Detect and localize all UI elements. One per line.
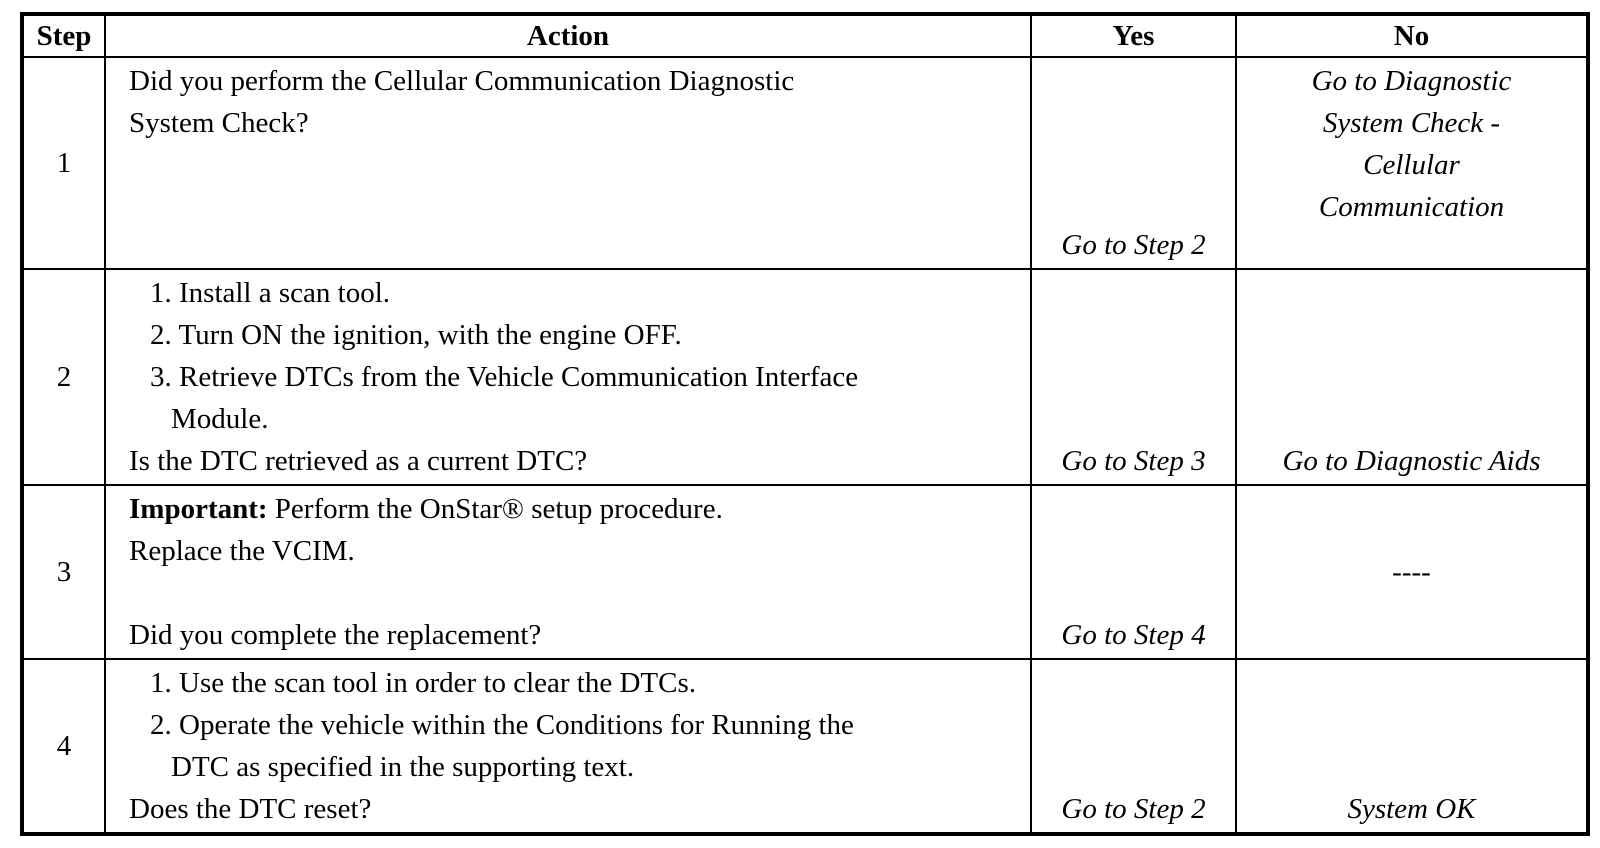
diagnostic-table	[20, 12, 1590, 836]
header-yes: Yes	[1031, 14, 1236, 57]
yes-cell: Go to Step 4	[1031, 485, 1236, 659]
table-row	[22, 659, 1588, 834]
step-number: 4	[22, 659, 105, 834]
action-question: Does the DTC reset?	[129, 793, 372, 825]
no-cell: ----	[1236, 485, 1588, 659]
important-note	[129, 488, 1020, 530]
table-row	[22, 485, 1588, 659]
no-text: Communication	[1318, 191, 1505, 223]
header-action: Action	[105, 14, 1031, 57]
yes-cell: Go to Step 2	[1031, 57, 1236, 269]
action-list-item: 1. Install a scan tool.	[150, 277, 391, 309]
no-text: System Check -	[1322, 107, 1501, 139]
action-cell	[105, 659, 1031, 834]
step-number: 3	[22, 485, 105, 659]
action-text: Did you perform the Cellular Communication Diagnostic	[129, 65, 795, 97]
action-text: System Check?	[129, 107, 309, 139]
header-step: Step	[22, 14, 105, 57]
step-number: 2	[22, 269, 105, 485]
action-list-item: 2. Turn ON the ignition, with the engine OFF.	[150, 319, 682, 351]
no-cell: Go to Diagnostic Aids	[1236, 269, 1588, 485]
yes-cell: Go to Step 3	[1031, 269, 1236, 485]
header-row	[22, 14, 1588, 57]
spacer	[129, 572, 1020, 614]
action-cell	[105, 57, 1031, 269]
step-number: 1	[22, 57, 105, 269]
action-cell	[105, 269, 1031, 485]
table-row	[22, 269, 1588, 485]
no-cell	[1236, 57, 1588, 269]
no-text: Go to Diagnostic	[1311, 65, 1512, 97]
no-cell: System OK	[1236, 659, 1588, 834]
action-question: Did you complete the replacement?	[129, 619, 542, 651]
action-list-item: 3. Retrieve DTCs from the Vehicle Communication Interface	[150, 361, 859, 393]
yes-cell: Go to Step 2	[1031, 659, 1236, 834]
action-list-item-continued: DTC as specified in the supporting text.	[171, 751, 635, 783]
no-text: Cellular	[1363, 149, 1460, 181]
important-label: Important:	[129, 493, 268, 525]
action-question: Is the DTC retrieved as a current DTC?	[129, 445, 588, 477]
table-row	[22, 57, 1588, 269]
action-text: Replace the VCIM.	[129, 535, 355, 567]
important-text: Perform the OnStar® setup procedure.	[267, 493, 723, 525]
action-list-item: 1. Use the scan tool in order to clear the DTCs.	[150, 667, 697, 699]
action-cell	[105, 485, 1031, 659]
action-list-item: 2. Operate the vehicle within the Conditions for Running the	[150, 709, 854, 741]
action-list-item-continued: Module.	[171, 403, 269, 435]
header-no: No	[1236, 14, 1588, 57]
